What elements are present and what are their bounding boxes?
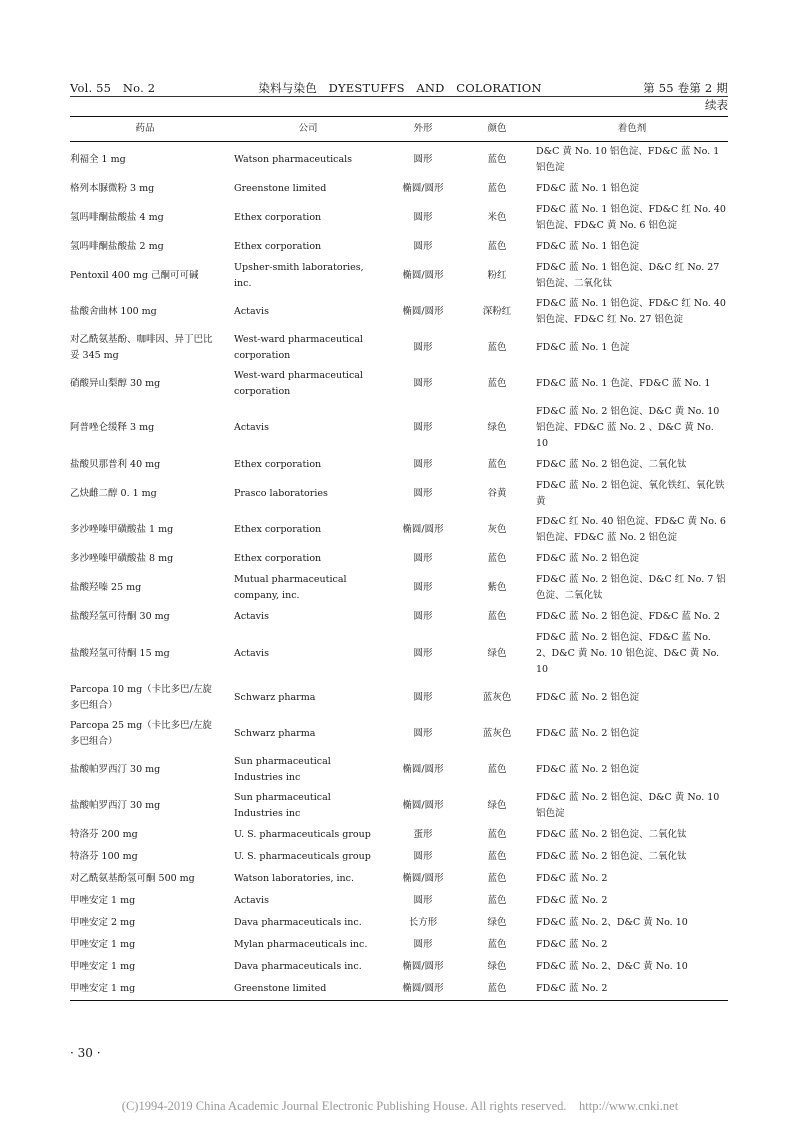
table-row (70, 178, 728, 200)
cell-color: 蓝色 (487, 829, 507, 840)
cell-company: West-ward pharmaceutical corporation (234, 370, 363, 397)
cell-colorant: FD&C 蓝 No. 2 铝色淀、D&C 黄 No. 10 铝色淀、FD&C 蓝 No. 2 、D&C 黄 No. 10 (536, 406, 720, 449)
cell-shape: 圆形 (413, 378, 433, 389)
table-row (70, 548, 728, 570)
cell-color: 蓝色 (487, 764, 507, 775)
cell-color: 蓝色 (487, 983, 507, 994)
table-continued-label: 续表 (705, 98, 728, 112)
cell-company: Watson pharmaceuticals (234, 154, 353, 165)
cell-shape: 圆形 (413, 342, 433, 353)
cell-shape: 圆形 (413, 648, 433, 659)
cell-colorant: FD&C 蓝 No. 2 (536, 895, 608, 906)
cell-color: 蓝色 (487, 895, 507, 906)
cell-shape: 圆形 (413, 241, 433, 252)
cell-company: Actavis (234, 306, 269, 317)
colorant-table (70, 116, 728, 1001)
table-row (70, 868, 728, 890)
header-rule (70, 96, 728, 97)
cell-color: 蓝色 (487, 873, 507, 884)
cell-colorant: FD&C 蓝 No. 2 铝色淀、氧化铁红、氧化铁黄 (536, 480, 725, 507)
cell-color: 绿色 (487, 422, 507, 433)
cell-color: 紫色 (487, 582, 507, 593)
cell-color: 蓝色 (487, 342, 507, 353)
cell-color: 蓝色 (487, 459, 507, 470)
cell-company: Schwarz pharma (234, 692, 316, 703)
cell-color: 绿色 (487, 648, 507, 659)
cell-drug: 甲唑安定 1 mg (70, 983, 136, 994)
table-row (70, 606, 728, 628)
cell-colorant: FD&C 蓝 No. 2 铝色淀、二氧化钛 (536, 829, 687, 840)
cell-company: Mutual pharmaceutical company, inc. (234, 574, 347, 601)
cell-drug: 对乙酰氨基酚氢可酮 500 mg (70, 873, 195, 884)
copyright-watermark: (C)1994-2019 China Academic Journal Electronic Publishing House. All rights reserved. http://www.cnki.net (121, 1099, 679, 1113)
cell-colorant: FD&C 蓝 No. 2 铝色淀 (536, 728, 639, 739)
table-row (70, 934, 728, 956)
cell-shape: 圆形 (413, 611, 433, 622)
cell-company: Greenstone limited (234, 183, 327, 194)
cell-company: U. S. pharmaceuticals group (234, 829, 371, 840)
cell-shape: 圆形 (413, 939, 433, 950)
cell-drug: 甲唑安定 1 mg (70, 939, 136, 950)
cell-colorant: FD&C 蓝 No. 2 铝色淀、二氧化钛 (536, 851, 687, 862)
cell-colorant: FD&C 蓝 No. 2、D&C 黄 No. 10 (536, 961, 688, 972)
cell-color: 蓝色 (487, 154, 507, 165)
column-header-drug: 药品 (135, 123, 155, 134)
cell-drug: 乙炔雌二醇 0. 1 mg (70, 488, 157, 499)
cell-colorant: FD&C 蓝 No. 2 铝色淀、FD&C 蓝 No. 2 (536, 611, 720, 622)
cell-shape: 蛋形 (413, 829, 433, 840)
cell-drug: 甲唑安定 1 mg (70, 895, 136, 906)
cell-colorant: FD&C 蓝 No. 2 (536, 939, 608, 950)
cell-company: Actavis (234, 611, 269, 622)
cell-colorant: FD&C 蓝 No. 2 (536, 983, 608, 994)
table-row (70, 788, 728, 824)
cell-color: 蓝色 (487, 851, 507, 862)
cell-company: Sun pharmaceutical Industries inc (234, 792, 331, 819)
cell-color: 蓝色 (487, 611, 507, 622)
cell-color: 深粉红 (482, 306, 512, 317)
cell-shape: 圆形 (413, 212, 433, 223)
cell-shape: 椭圆/圆形 (402, 270, 444, 281)
table-row (70, 912, 728, 934)
cell-drug: Parcopa 25 mg（卡比多巴/左旋多巴组合） (70, 720, 212, 747)
cell-color: 谷黄 (487, 488, 507, 499)
cell-colorant: FD&C 蓝 No. 2 铝色淀 (536, 553, 639, 564)
cell-company: West-ward pharmaceutical corporation (234, 334, 363, 361)
cell-color: 灰色 (487, 524, 507, 535)
cell-shape: 椭圆/圆形 (402, 183, 444, 194)
cell-shape: 圆形 (413, 692, 433, 703)
cell-company: Dava pharmaceuticals inc. (234, 917, 362, 928)
cell-colorant: FD&C 蓝 No. 1 色淀 (536, 342, 630, 353)
table-row (70, 330, 728, 366)
cell-shape: 椭圆/圆形 (402, 524, 444, 535)
cell-shape: 椭圆/圆形 (402, 800, 444, 811)
cell-colorant: FD&C 蓝 No. 2 铝色淀 (536, 692, 639, 703)
table-row (70, 366, 728, 402)
cell-company: Actavis (234, 895, 269, 906)
cell-drug: 特洛芬 100 mg (70, 851, 138, 862)
cell-drug: 盐酸帕罗西汀 30 mg (70, 764, 161, 775)
table-row (70, 454, 728, 476)
cell-shape: 圆形 (413, 422, 433, 433)
cell-drug: 盐酸羟嗪 25 mg (70, 582, 142, 593)
table-row (70, 956, 728, 978)
cell-colorant: FD&C 蓝 No. 1 铝色淀 (536, 183, 639, 194)
cell-shape: 圆形 (413, 728, 433, 739)
cell-drug: 甲唑安定 1 mg (70, 961, 136, 972)
cell-drug: 利福全 1 mg (70, 154, 126, 165)
cell-drug: 盐酸贝那普利 40 mg (70, 459, 161, 470)
table-row (70, 890, 728, 912)
cell-company: Ethex corporation (234, 524, 322, 535)
cell-color: 绿色 (487, 917, 507, 928)
cell-color: 蓝色 (487, 241, 507, 252)
table-row (70, 752, 728, 788)
cell-shape: 圆形 (413, 582, 433, 593)
table-row (70, 978, 728, 1001)
cell-company: Upsher-smith laboratories, inc. (234, 262, 364, 289)
cell-shape: 圆形 (413, 154, 433, 165)
cell-colorant: FD&C 蓝 No. 2 铝色淀、D&C 黄 No. 10 铝色淀 (536, 792, 720, 819)
cell-shape: 椭圆/圆形 (402, 983, 444, 994)
cell-drug: 对乙酰氨基酚、咖啡因、异丁巴比妥 345 mg (70, 334, 213, 361)
cell-company: Mylan pharmaceuticals inc. (234, 939, 368, 950)
journal-title: 染料与染色 DYESTUFFS AND COLORATION (258, 81, 542, 95)
cell-drug: 多沙唑嗪甲磺酸盐 1 mg (70, 524, 174, 535)
cell-shape: 圆形 (413, 851, 433, 862)
cell-company: Schwarz pharma (234, 728, 316, 739)
cell-color: 绿色 (487, 961, 507, 972)
cell-colorant: FD&C 蓝 No. 2 (536, 873, 608, 884)
table-row (70, 294, 728, 330)
cell-drug: 盐酸羟氢可待酮 15 mg (70, 648, 170, 659)
cell-shape: 圆形 (413, 553, 433, 564)
cell-color: 蓝色 (487, 183, 507, 194)
cell-company: Ethex corporation (234, 212, 322, 223)
table-row (70, 402, 728, 454)
cell-colorant: FD&C 蓝 No. 1 铝色淀 (536, 241, 639, 252)
table-row (70, 846, 728, 868)
cell-drug: 盐酸帕罗西汀 30 mg (70, 800, 161, 811)
cell-colorant: FD&C 蓝 No. 2、D&C 黄 No. 10 (536, 917, 688, 928)
cell-color: 米色 (487, 212, 507, 223)
cell-colorant: FD&C 蓝 No. 2 铝色淀、D&C 红 No. 7 铝色淀、二氧化钛 (536, 574, 726, 601)
table-row (70, 200, 728, 236)
cell-shape: 圆形 (413, 895, 433, 906)
cell-colorant: FD&C 蓝 No. 2 铝色淀、二氧化钛 (536, 459, 687, 470)
table-row (70, 512, 728, 548)
column-header-shape: 外形 (413, 123, 433, 134)
table-header-row (70, 117, 728, 142)
cell-color: 蓝色 (487, 378, 507, 389)
cell-shape: 椭圆/圆形 (402, 961, 444, 972)
table-row (70, 628, 728, 680)
cell-colorant: FD&C 蓝 No. 1 铝色淀、D&C 红 No. 27 铝色淀、二氧化钛 (536, 262, 720, 289)
cell-shape: 圆形 (413, 488, 433, 499)
cell-company: Actavis (234, 648, 269, 659)
cell-colorant: FD&C 蓝 No. 1 色淀、FD&C 蓝 No. 1 (536, 378, 711, 389)
cell-drug: 硝酸异山梨醇 30 mg (70, 378, 161, 389)
cell-company: Prasco laboratories (234, 488, 328, 499)
cell-shape: 长方形 (408, 917, 438, 928)
cell-shape: 圆形 (413, 459, 433, 470)
cell-drug: 甲唑安定 2 mg (70, 917, 136, 928)
table-row (70, 716, 728, 752)
journal-volume: Vol. 55 No. 2 (70, 81, 156, 95)
journal-issue: 第 55 卷第 2 期 (643, 81, 728, 95)
cell-company: Sun pharmaceutical Industries inc (234, 756, 331, 783)
cell-colorant: FD&C 蓝 No. 1 铝色淀、FD&C 红 No. 40 铝色淀、FD&C 黄 No. 6 铝色淀 (536, 204, 726, 231)
cell-drug: 格列本脲微粉 3 mg (70, 183, 155, 194)
table-row (70, 476, 728, 512)
cell-shape: 椭圆/圆形 (402, 764, 444, 775)
cell-color: 粉红 (487, 270, 507, 281)
cell-drug: 氢吗啡酮盐酸盐 2 mg (70, 241, 164, 252)
cell-shape: 椭圆/圆形 (402, 306, 444, 317)
table-row (70, 142, 728, 179)
cell-drug: 盐酸羟氢可待酮 30 mg (70, 611, 170, 622)
table-row (70, 570, 728, 606)
cell-company: Ethex corporation (234, 459, 322, 470)
table-row (70, 680, 728, 716)
table-row (70, 824, 728, 846)
cell-drug: Parcopa 10 mg（卡比多巴/左旋多巴组合） (70, 684, 212, 711)
column-header-color: 颜色 (487, 123, 507, 134)
cell-color: 蓝色 (487, 553, 507, 564)
table-row (70, 258, 728, 294)
column-header-company: 公司 (298, 123, 318, 134)
cell-drug: 氢吗啡酮盐酸盐 4 mg (70, 212, 164, 223)
cell-color: 蓝灰色 (482, 692, 512, 703)
cell-colorant: FD&C 蓝 No. 2 铝色淀、FD&C 蓝 No. 2、D&C 黄 No. 10 铝色淀、D&C 黄 No. 10 (536, 632, 720, 675)
cell-colorant: D&C 黄 No. 10 铝色淀、FD&C 蓝 No. 1 铝色淀 (536, 146, 720, 173)
cell-drug: 多沙唑嗪甲磺酸盐 8 mg (70, 553, 174, 564)
cell-color: 蓝色 (487, 939, 507, 950)
cell-colorant: FD&C 红 No. 40 铝色淀、FD&C 黄 No. 6 铝色淀、FD&C 蓝 No. 2 铝色淀 (536, 516, 726, 543)
cell-company: Dava pharmaceuticals inc. (234, 961, 362, 972)
cell-drug: 盐酸舍曲林 100 mg (70, 306, 157, 317)
cell-company: U. S. pharmaceuticals group (234, 851, 371, 862)
cell-drug: 特洛芬 200 mg (70, 829, 138, 840)
cell-company: Greenstone limited (234, 983, 327, 994)
cell-color: 蓝灰色 (482, 728, 512, 739)
column-header-colorant: 着色剂 (617, 123, 647, 134)
table-row (70, 236, 728, 258)
cell-company: Ethex corporation (234, 241, 322, 252)
cell-colorant: FD&C 蓝 No. 1 铝色淀、FD&C 红 No. 40 铝色淀、FD&C 红 No. 27 铝色淀 (536, 298, 726, 325)
cell-drug: 阿普唑仑缓释 3 mg (70, 422, 155, 433)
page-number: · 30 · (70, 1046, 101, 1060)
cell-colorant: FD&C 蓝 No. 2 铝色淀 (536, 764, 639, 775)
cell-drug: Pentoxil 400 mg 己酮可可碱 (70, 270, 199, 281)
cell-company: Watson laboratories, inc. (234, 873, 355, 884)
cell-company: Ethex corporation (234, 553, 322, 564)
cell-shape: 椭圆/圆形 (402, 873, 444, 884)
cell-company: Actavis (234, 422, 269, 433)
cell-color: 绿色 (487, 800, 507, 811)
